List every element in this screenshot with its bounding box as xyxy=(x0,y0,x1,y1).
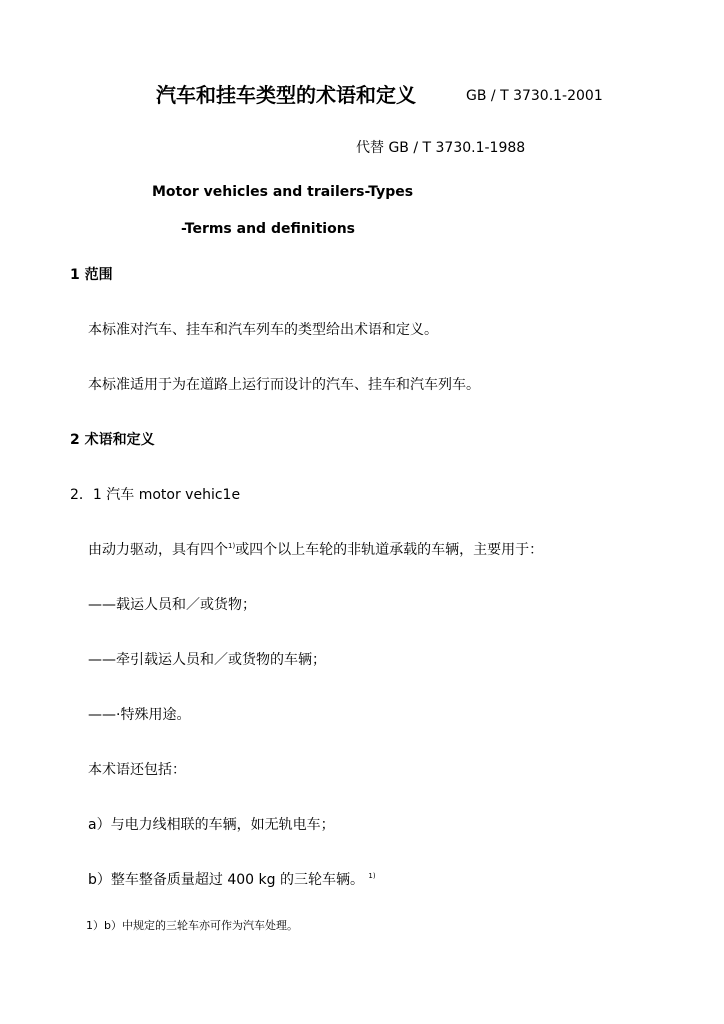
replaces-standard: 代替 GB / T 3730.1-1988 xyxy=(356,140,526,156)
list-item-3: ——·特殊用途。 xyxy=(88,707,191,723)
item-a: a）与电力线相联的车辆，如无轨电车； xyxy=(88,817,335,833)
footnote-marker: 1) xyxy=(228,542,236,550)
section-1-paragraph-2: 本标准适用于为在道路上运行而设计的汽车、挂车和汽车列车。 xyxy=(88,377,480,393)
section-1-heading: 1 范围 xyxy=(70,267,113,283)
also-includes-text: 本术语还包括： xyxy=(88,762,186,778)
subsection-2-1-heading: 2．1 汽车 motor vehic1e xyxy=(70,487,241,503)
document-title-en-line2: -Terms and definitions xyxy=(181,221,356,237)
section-1-paragraph-1: 本标准对汽车、挂车和汽车列车的类型给出术语和定义。 xyxy=(88,322,438,338)
definition-text-part1: 由动力驱动，具有四个 xyxy=(88,542,228,558)
section-2-heading: 2 术语和定义 xyxy=(70,432,155,448)
list-item-2: ——牵引载运人员和／或货物的车辆； xyxy=(88,652,326,668)
definition-paragraph xyxy=(88,543,543,557)
definition-text-part2: 或四个以上车轮的非轨道承载的车辆，主要用于： xyxy=(235,542,544,558)
footnote-text: 1）b）中规定的三轮车亦可作为汽车处理。 xyxy=(86,919,298,932)
document-title-en-line1: Motor vehicles and trailers-Types xyxy=(152,184,414,200)
document-title-cn: 汽车和挂车类型的术语和定义 xyxy=(156,83,416,107)
list-item-1: ——载运人员和／或货物； xyxy=(88,597,256,613)
item-b xyxy=(88,873,376,887)
footnote-marker-b: 1) xyxy=(368,872,376,880)
standard-number: GB / T 3730.1-2001 xyxy=(466,88,603,104)
item-b-text: b）整车整备质量超过 400 kg 的三轮车辆。 xyxy=(88,872,364,888)
